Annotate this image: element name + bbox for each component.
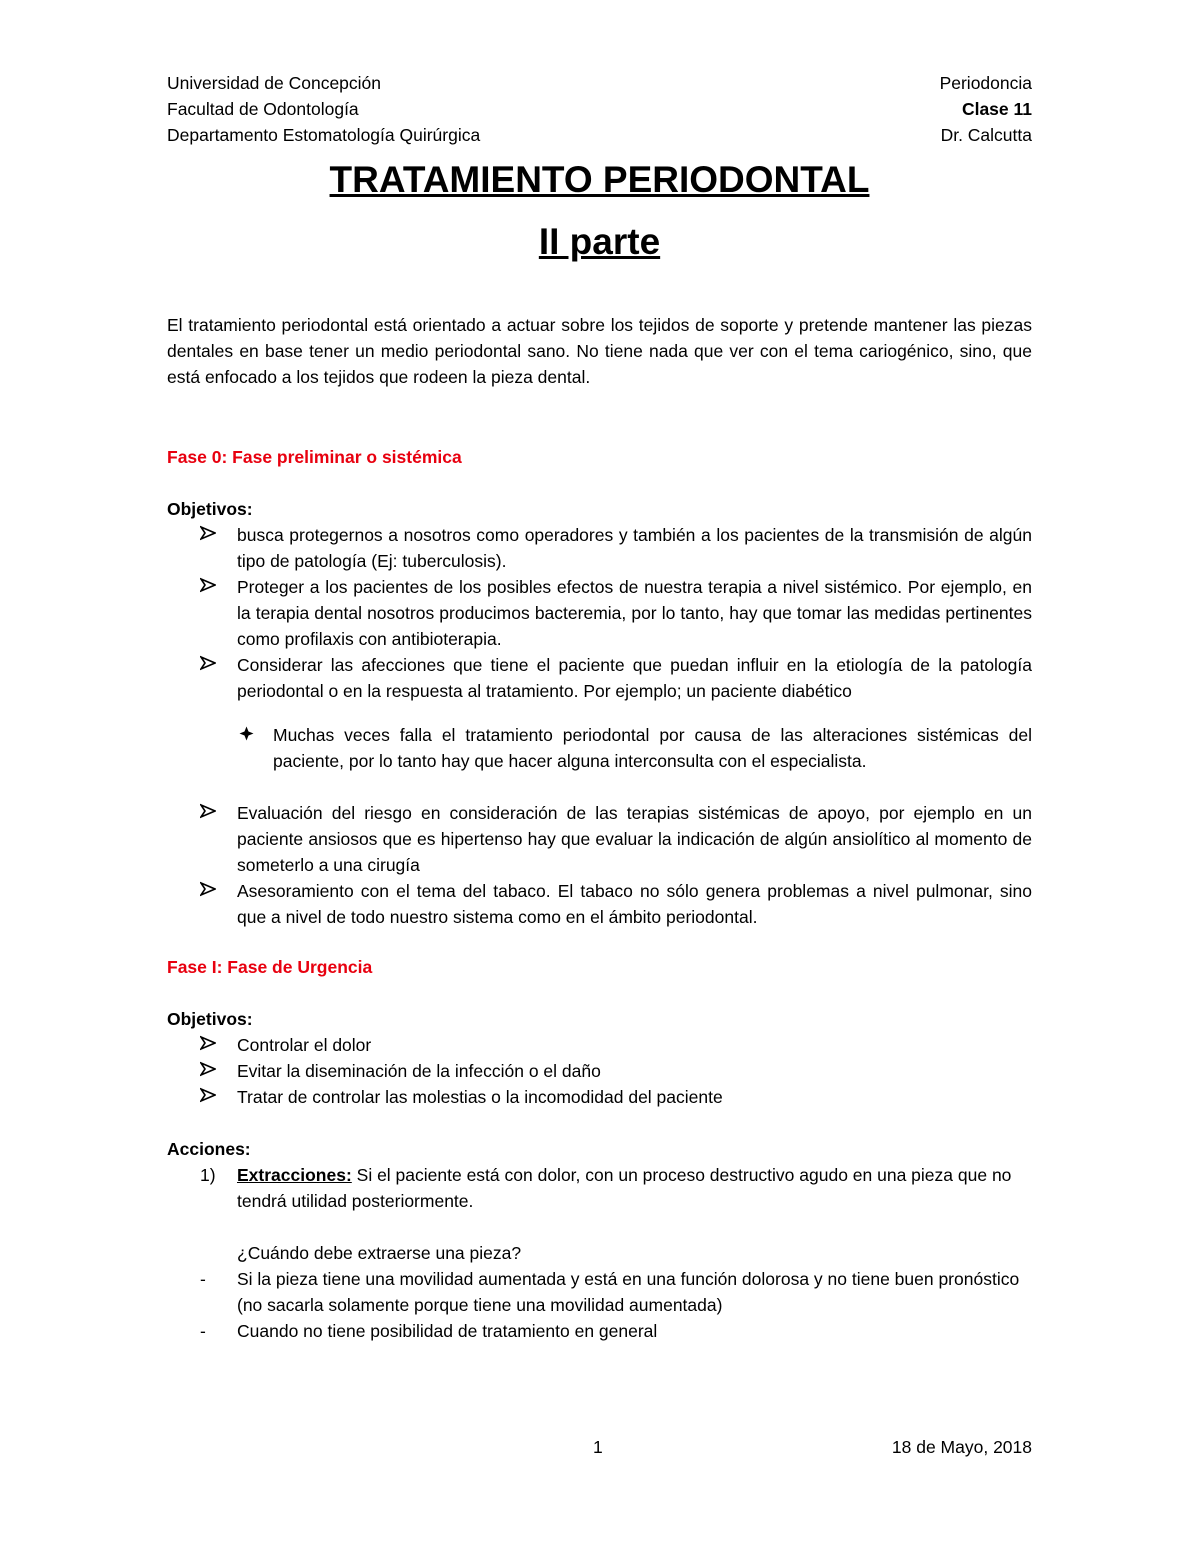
arrow-bullet-icon [200, 1058, 222, 1084]
header-row-1 [167, 70, 1032, 96]
list-item: - Si la pieza tiene una movilidad aumentada y está en una función dolorosa y no tiene buen pronóstico (no sacarla solamente porque tiene una movilidad aumentada) [167, 1266, 1032, 1318]
document-subtitle: II parte [538, 221, 661, 262]
action-label: Extracciones: [237, 1165, 352, 1185]
department-name: Departamento Estomatología Quirúrgica [167, 125, 481, 145]
arrow-bullet-icon [200, 878, 222, 904]
list-item: Evaluación del riesgo en consideración de las terapias sistémicas de apoyo, por ejemplo en un paciente ansiosos que es hipertenso hay que evaluar la indicación de algún ansiolítico al momento de someterlo a una cirugía [167, 800, 1032, 878]
arrow-bullet-icon [200, 1084, 222, 1110]
faculty-name: Facultad de Odontología [167, 99, 359, 119]
phase0-heading: Fase 0: Fase preliminar o sistémica [167, 447, 462, 467]
action-number: 1) [200, 1165, 216, 1185]
extraction-criteria-list [167, 1266, 1032, 1344]
university-name: Universidad de Concepción [167, 73, 382, 93]
arrow-bullet-icon [200, 522, 222, 548]
phase0-sublist [167, 722, 1032, 774]
list-item: - Cuando no tiene posibilidad de tratamiento en general [167, 1318, 1032, 1344]
diamond-bullet-icon [239, 722, 254, 748]
document-title: TRATAMIENTO PERIODONTAL [329, 159, 870, 200]
list-item: Evitar la diseminación de la infección o el daño [167, 1058, 1032, 1084]
subject-name: Periodoncia [939, 73, 1032, 93]
class-number: Clase 11 [961, 99, 1032, 119]
list-item [167, 1162, 1032, 1214]
arrow-bullet-icon [200, 652, 222, 678]
actions-label: Acciones: [167, 1139, 251, 1159]
intro-paragraph: El tratamiento periodontal está orientado a actuar sobre los tejidos de soporte y pretende mantener las piezas dentales en base tener un medio periodontal sano. No tiene nada que ver con el tema cariogénico, sino, que está enfocado a los tejidos que rodeen la pieza dental. [167, 315, 1032, 387]
arrow-bullet-icon [200, 800, 222, 826]
phase0-objectives-label: Objetivos: [167, 499, 253, 519]
header-row-3 [167, 122, 1032, 148]
phase1-heading: Fase I: Fase de Urgencia [167, 957, 373, 977]
extraction-question: ¿Cuándo debe extraerse una pieza? [237, 1243, 522, 1263]
list-item: Muchas veces falla el tratamiento periodontal por causa de las alteraciones sistémicas del paciente, por lo tanto hay que hacer alguna interconsulta con el especialista. [167, 722, 1032, 774]
list-item: Proteger a los pacientes de los posibles efectos de nuestra terapia a nivel sistémico. Por ejemplo, en la terapia dental nosotros producimos bacteremia, por lo tanto, hay que tomar las medidas pertinentes como profilaxis con antibioterapia. [167, 574, 1032, 652]
dash-bullet: - [200, 1269, 206, 1289]
document-page [167, 70, 1032, 1344]
actions-list [167, 1162, 1032, 1214]
list-item: Considerar las afecciones que tiene el paciente que puedan influir en la etiología de la patología periodontal o en la respuesta al tratamiento. Por ejemplo; un paciente diabético [167, 652, 1032, 704]
professor-name: Dr. Calcutta [940, 125, 1032, 145]
dash-bullet: - [200, 1321, 206, 1341]
list-item: Controlar el dolor [167, 1032, 1032, 1058]
phase1-objectives-list [167, 1032, 1032, 1110]
list-item: Tratar de controlar las molestias o la incomodidad del paciente [167, 1084, 1032, 1110]
header-row-2 [167, 96, 1032, 122]
arrow-bullet-icon [200, 574, 222, 600]
list-item: busca protegernos a nosotros como operadores y también a los pacientes de la transmisión de algún tipo de patología (Ej: tuberculosis). [167, 522, 1032, 574]
footer-date: 18 de Mayo, 2018 [891, 1437, 1032, 1457]
action-text: Si el paciente está con dolor, con un proceso destructivo agudo en una pieza que no tendrá utilidad posteriormente. [237, 1165, 1012, 1211]
list-item: Asesoramiento con el tema del tabaco. El tabaco no sólo genera problemas a nivel pulmonar, sino que a nivel de todo nuestro sistema como en el ámbito periodontal. [167, 878, 1032, 930]
page-number: 1 [593, 1437, 603, 1457]
phase0-objectives-list-cont [167, 800, 1032, 930]
arrow-bullet-icon [200, 1032, 222, 1058]
phase1-objectives-label: Objetivos: [167, 1009, 253, 1029]
phase0-objectives-list [167, 522, 1032, 704]
